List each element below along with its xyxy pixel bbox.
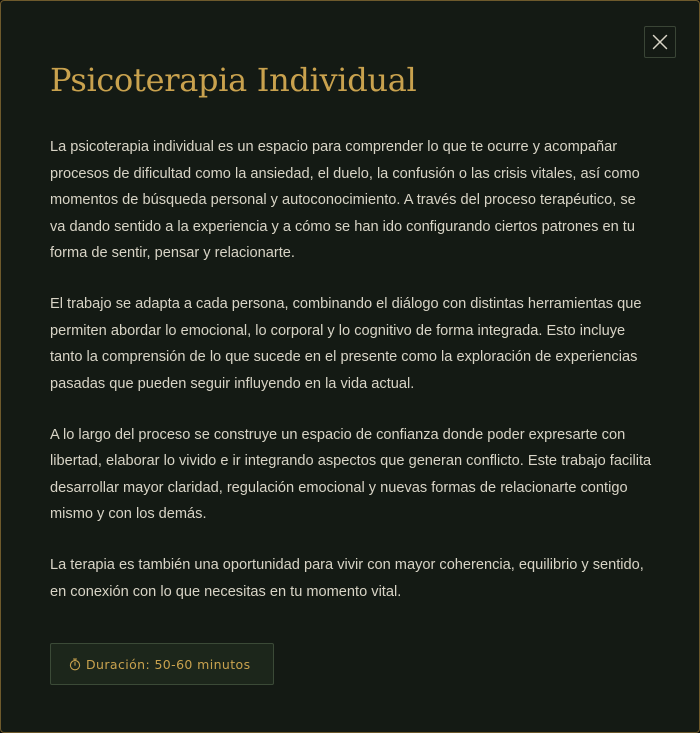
description-paragraph: El trabajo se adapta a cada persona, combinando el diálogo con distintas herramientas que permiten abordar lo emocional, lo corporal y lo cognitivo de forma integrada. Esto incluye tanto la comprensión de lo que sucede en el presente como la exploración de experiencias pasadas que pueden seguir influyendo en la vida actual.: [50, 296, 642, 392]
close-icon: [652, 34, 668, 50]
close-button[interactable]: [644, 26, 676, 58]
duration-badge: [50, 643, 274, 685]
duration-label: Duración: 50-60 minutos: [86, 656, 251, 672]
description-paragraph: La psicoterapia individual es un espacio para comprender lo que te ocurre y acompañar procesos de dificultad como la ansiedad, el duelo, la confusión o las crisis vitales, así como momentos de búsqueda personal y autoconocimiento. A través del proceso terapéutico, se va dando sentido a la experiencia y a cómo se han ido configurando ciertos patrones en tu forma de sentir, pensar y relacionarte.: [50, 139, 640, 261]
stopwatch-icon: [69, 658, 81, 671]
modal-description: [50, 134, 654, 630]
modal-title: Psicoterapia Individual: [50, 61, 417, 99]
description-paragraph: A lo largo del proceso se construye un espacio de confianza donde poder expresarte con libertad, elaborar lo vivido e ir integrando aspectos que generan conflicto. Este trabajo facilita desarrollar mayor claridad, regulación emocional y nuevas formas de relacionarte contigo mismo y con los demás.: [50, 426, 652, 522]
description-paragraph: La terapia es también una oportunidad para vivir con mayor coherencia, equilibrio y sentido, en conexión con lo que necesitas en tu momento vital.: [50, 557, 644, 600]
